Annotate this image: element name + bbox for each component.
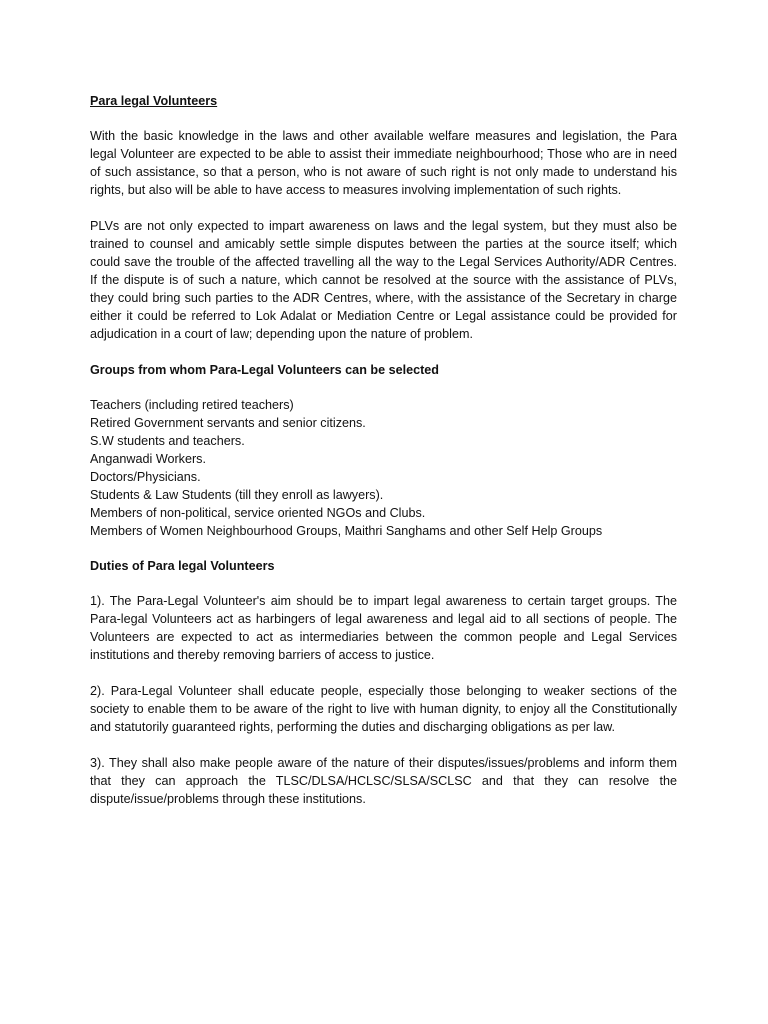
groups-list <box>90 396 677 540</box>
list-item: Members of non-political, service oriented NGOs and Clubs. <box>90 506 426 520</box>
duties-heading: Duties of Para legal Volunteers <box>90 559 275 573</box>
list-item: Teachers (including retired teachers) <box>90 398 294 412</box>
list-item: S.W students and teachers. <box>90 434 245 448</box>
groups-heading: Groups from whom Para-Legal Volunteers can be selected <box>90 363 439 377</box>
duty-paragraph-2: 2). Para-Legal Volunteer shall educate people, especially those belonging to weaker sections of the society to enable them to be aware of the right to live with human dignity, to enjoy all the Constitutionally and statutorily guaranteed rights, performing the duties and discharging obligations as per law. <box>90 684 677 734</box>
list-item: Students & Law Students (till they enroll as lawyers). <box>90 488 384 502</box>
intro-paragraph-2: PLVs are not only expected to impart awareness on laws and the legal system, but they must also be trained to counsel and amicably settle simple disputes between the parties at the source itself; which could save the trouble of the affected travelling all the way to the Legal Services Authority/ADR Centres. If the dispute is of such a nature, which cannot be resolved at the source with the assistance of PLVs, they could bring such parties to the ADR Centres, where, with the assistance of the Secretary in charge either it could be referred to Lok Adalat or Mediation Centre or Legal assistance could be provided for adjudication in a court of law; depending upon the nature of problem. <box>90 219 677 341</box>
duty-paragraph-1: 1). The Para-Legal Volunteer's aim should be to impart legal awareness to certain target groups. The Para-legal Volunteers act as harbingers of legal awareness and legal aid to all sections of people. The Volunteers are expected to act as intermediaries between the common people and Legal Services institutions and thereby removing barriers of access to justice. <box>90 594 677 662</box>
document-title: Para legal Volunteers <box>90 94 218 108</box>
list-item: Doctors/Physicians. <box>90 470 201 484</box>
intro-paragraph-1: With the basic knowledge in the laws and other available welfare measures and legislation, the Para legal Volunteer are expected to be able to assist their immediate neighbourhood; Those who are in need of such assistance, so that a person, who is not aware of such right is not only made to understand his rights, but also will be able to have access to measures involving implementation of such rights. <box>90 129 677 197</box>
document-page <box>90 92 677 826</box>
duty-paragraph-3: 3). They shall also make people aware of the nature of their disputes/issues/problems and inform them that they can approach the TLSC/DLSA/HCLSC/SLSA/SCLSC and that they can resolve the dispute/issue/problems through these institutions. <box>90 756 677 806</box>
list-item: Members of Women Neighbourhood Groups, Maithri Sanghams and other Self Help Groups <box>90 524 603 538</box>
list-item: Anganwadi Workers. <box>90 452 206 466</box>
list-item: Retired Government servants and senior citizens. <box>90 416 366 430</box>
